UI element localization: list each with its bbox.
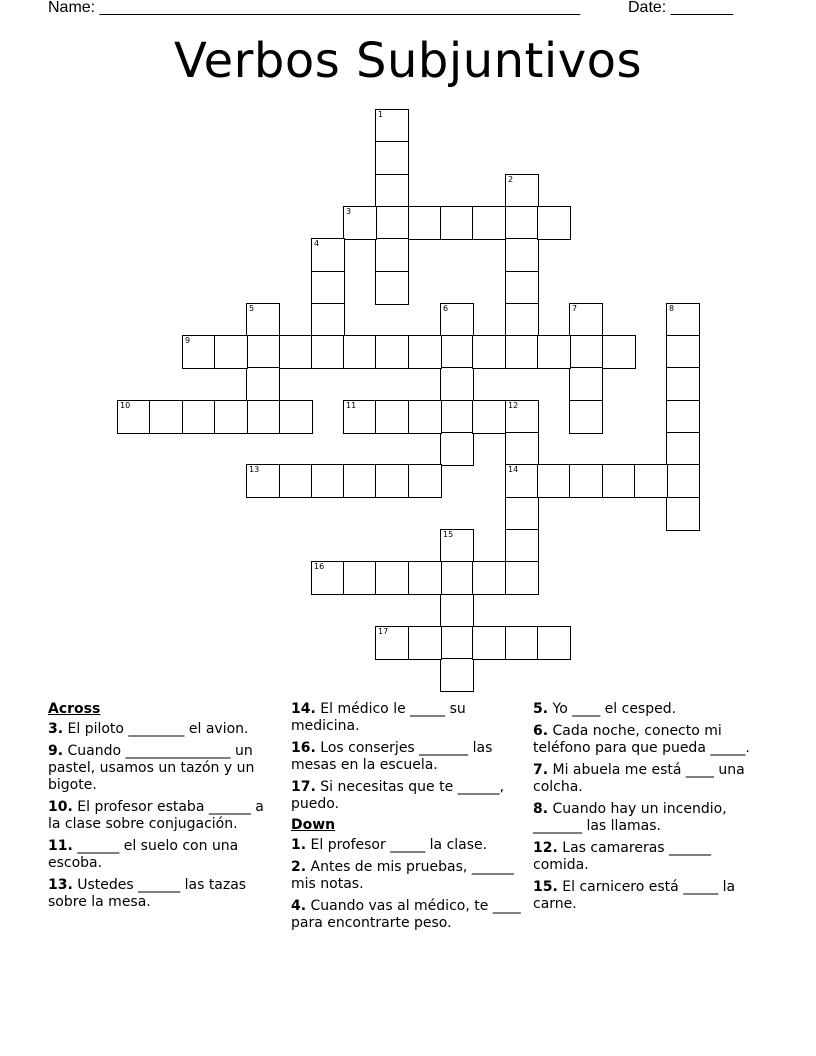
clue-item-number: 7. [533, 762, 549, 778]
clue-item [533, 701, 763, 718]
grid-cell[interactable] [375, 174, 409, 208]
grid-cell[interactable] [569, 464, 603, 498]
clue-item [291, 779, 521, 813]
grid-cell[interactable] [440, 658, 474, 692]
clue-item [533, 723, 763, 757]
grid-cell[interactable] [375, 335, 409, 369]
grid-cell[interactable] [505, 400, 539, 434]
clue-item-text: El profesor _____ la clase. [306, 837, 488, 853]
grid-cell[interactable] [666, 335, 700, 369]
grid-cell[interactable] [408, 335, 442, 369]
clue-item [291, 837, 521, 854]
clue-item [48, 721, 278, 738]
grid-cell[interactable] [440, 303, 474, 337]
grid-cell[interactable] [505, 561, 539, 595]
clue-item [291, 898, 521, 932]
grid-cell[interactable] [246, 303, 280, 337]
grid-cell[interactable] [505, 497, 539, 531]
clue-number: 4 [314, 239, 320, 248]
name-field: Name: ______________________________________________________ [48, 0, 581, 16]
grid-cell[interactable] [375, 238, 409, 272]
clue-item-number: 10. [48, 799, 73, 815]
grid-cell[interactable] [472, 206, 506, 240]
grid-cell[interactable] [505, 238, 539, 272]
page-title: Verbos Subjuntivos [174, 33, 642, 89]
clues-column-3 [533, 701, 763, 918]
clue-item [291, 740, 521, 774]
grid-cell[interactable] [666, 497, 700, 531]
clue-number: 9 [185, 336, 191, 345]
clue-number: 3 [346, 207, 352, 216]
grid-cell[interactable] [408, 561, 442, 595]
clues-column-2 [291, 701, 521, 937]
clue-number: 15 [443, 530, 454, 539]
grid-cell[interactable] [375, 626, 409, 660]
clue-number: 13 [249, 465, 260, 474]
clue-item-text: Las camareras ______ comida. [533, 840, 712, 873]
clue-number: 2 [508, 175, 514, 184]
date-field: Date: _______ [628, 0, 733, 16]
clue-item-text: ______ el suelo con una escoba. [48, 838, 239, 871]
grid-cell[interactable] [117, 400, 151, 434]
grid-cell[interactable] [569, 335, 603, 369]
clue-number: 17 [378, 627, 389, 636]
grid-cell[interactable] [472, 400, 506, 434]
clue-item-text: Antes de mis pruebas, ______ mis notas. [291, 859, 514, 892]
grid-cell[interactable] [505, 626, 539, 660]
grid-cell[interactable] [440, 335, 474, 369]
clue-item-number: 16. [291, 740, 316, 756]
clue-number: 10 [120, 401, 131, 410]
down-heading: Down [291, 817, 336, 833]
clue-item-text: El piloto ________ el avion. [63, 721, 249, 737]
grid-cell[interactable] [505, 206, 539, 240]
grid-cell[interactable] [311, 238, 345, 272]
grid-cell[interactable] [440, 432, 474, 466]
grid-cell[interactable] [375, 109, 409, 143]
clue-number: 11 [346, 401, 357, 410]
grid-cell[interactable] [408, 206, 442, 240]
grid-cell[interactable] [246, 464, 280, 498]
grid-cell[interactable] [375, 141, 409, 175]
grid-cell[interactable] [311, 464, 345, 498]
grid-cell[interactable] [472, 561, 506, 595]
grid-cell[interactable] [311, 303, 345, 337]
grid-cell[interactable] [666, 432, 700, 466]
clue-item [533, 879, 763, 913]
clue-item [48, 838, 278, 872]
grid-cell[interactable] [505, 271, 539, 305]
clue-number: 14 [508, 465, 519, 474]
grid-cell[interactable] [214, 335, 248, 369]
across-heading: Across [48, 701, 101, 717]
clue-item-text: Ustedes ______ las tazas sobre la mesa. [48, 877, 247, 910]
clues-column-1 [48, 701, 278, 916]
clue-item-text: Yo ____ el cesped. [548, 701, 677, 717]
grid-cell[interactable] [505, 335, 539, 369]
grid-cell[interactable] [343, 206, 377, 240]
clue-item [533, 762, 763, 796]
clue-item-text: El carnicero está _____ la carne. [533, 879, 736, 912]
clue-item [48, 743, 278, 794]
grid-cell[interactable] [343, 335, 377, 369]
grid-cell[interactable] [666, 367, 700, 401]
grid-cell[interactable] [343, 464, 377, 498]
clue-number: 12 [508, 401, 519, 410]
clue-item-number: 11. [48, 838, 73, 854]
clue-item-text: El médico le _____ su medicina. [291, 701, 466, 734]
grid-cell[interactable] [279, 464, 313, 498]
grid-cell[interactable] [440, 594, 474, 628]
grid-cell[interactable] [408, 400, 442, 434]
grid-cell[interactable] [375, 271, 409, 305]
grid-cell[interactable] [505, 464, 539, 498]
grid-cell[interactable] [311, 335, 345, 369]
clue-number: 8 [669, 304, 675, 313]
grid-cell[interactable] [279, 400, 313, 434]
clue-number: 6 [443, 304, 449, 313]
clue-number: 16 [314, 562, 325, 571]
grid-cell[interactable] [311, 271, 345, 305]
grid-cell[interactable] [472, 626, 506, 660]
grid-cell[interactable] [375, 400, 409, 434]
clue-item-number: 12. [533, 840, 558, 856]
clue-item-number: 5. [533, 701, 549, 717]
grid-cell[interactable] [440, 367, 474, 401]
grid-cell[interactable] [375, 464, 409, 498]
clue-item-number: 15. [533, 879, 558, 895]
grid-cell[interactable] [408, 626, 442, 660]
grid-cell[interactable] [505, 432, 539, 466]
grid-cell[interactable] [666, 464, 700, 498]
grid-cell[interactable] [602, 335, 636, 369]
clue-item [533, 801, 763, 835]
grid-cell[interactable] [182, 400, 216, 434]
clue-item-number: 17. [291, 779, 316, 795]
clue-item-number: 9. [48, 743, 64, 759]
grid-cell[interactable] [440, 529, 474, 563]
clue-item-text: Cuando vas al médico, te ____ para encontrarte peso. [291, 898, 521, 931]
grid-cell[interactable] [602, 464, 636, 498]
clue-item [48, 799, 278, 833]
grid-cell[interactable] [634, 464, 668, 498]
grid-cell[interactable] [440, 626, 474, 660]
grid-cell[interactable] [505, 303, 539, 337]
clue-item-text: El profesor estaba ______ a la clase sobre conjugación. [48, 799, 264, 832]
clue-item-number: 13. [48, 877, 73, 893]
grid-cell[interactable] [537, 206, 571, 240]
clue-item-number: 2. [291, 859, 307, 875]
grid-cell[interactable] [343, 561, 377, 595]
grid-cell[interactable] [311, 561, 345, 595]
grid-cell[interactable] [569, 367, 603, 401]
grid-cell[interactable] [182, 335, 216, 369]
clue-number: 7 [572, 304, 578, 313]
grid-cell[interactable] [505, 529, 539, 563]
grid-cell[interactable] [214, 400, 248, 434]
clue-number: 1 [378, 110, 384, 119]
grid-cell[interactable] [569, 303, 603, 337]
grid-cell[interactable] [246, 400, 280, 434]
grid-cell[interactable] [505, 174, 539, 208]
grid-cell[interactable] [569, 400, 603, 434]
grid-cell[interactable] [408, 464, 442, 498]
grid-cell[interactable] [375, 206, 409, 240]
grid-cell[interactable] [246, 367, 280, 401]
clue-item [48, 877, 278, 911]
grid-cell[interactable] [440, 400, 474, 434]
clue-item [291, 701, 521, 735]
grid-cell[interactable] [149, 400, 183, 434]
grid-cell[interactable] [375, 561, 409, 595]
clue-item-number: 4. [291, 898, 307, 914]
grid-cell[interactable] [666, 400, 700, 434]
clue-item-text: Los conserjes _______ las mesas en la escuela. [291, 740, 493, 773]
grid-cell[interactable] [537, 335, 571, 369]
clue-item-text: Cuando hay un incendio, _______ las llamas. [533, 801, 727, 834]
clue-item [533, 840, 763, 874]
clue-item-number: 14. [291, 701, 316, 717]
grid-cell[interactable] [666, 303, 700, 337]
grid-cell[interactable] [537, 464, 571, 498]
grid-cell[interactable] [343, 400, 377, 434]
grid-cell[interactable] [440, 561, 474, 595]
clue-item-number: 6. [533, 723, 549, 739]
clue-item-text: Cuando _______________ un pastel, usamos un tazón y un bigote. [48, 743, 255, 793]
grid-cell[interactable] [472, 335, 506, 369]
clue-item-number: 1. [291, 837, 307, 853]
clue-item-text: Mi abuela me está ____ una colcha. [533, 762, 745, 795]
clue-item-number: 3. [48, 721, 64, 737]
grid-cell[interactable] [279, 335, 313, 369]
grid-cell[interactable] [440, 206, 474, 240]
clue-item [291, 859, 521, 893]
grid-cell[interactable] [246, 335, 280, 369]
clue-item-text: Cada noche, conecto mi teléfono para que pueda _____. [533, 723, 750, 756]
clue-item-number: 8. [533, 801, 549, 817]
clue-number: 5 [249, 304, 255, 313]
grid-cell[interactable] [537, 626, 571, 660]
clue-item-text: Si necesitas que te ______, puedo. [291, 779, 505, 812]
